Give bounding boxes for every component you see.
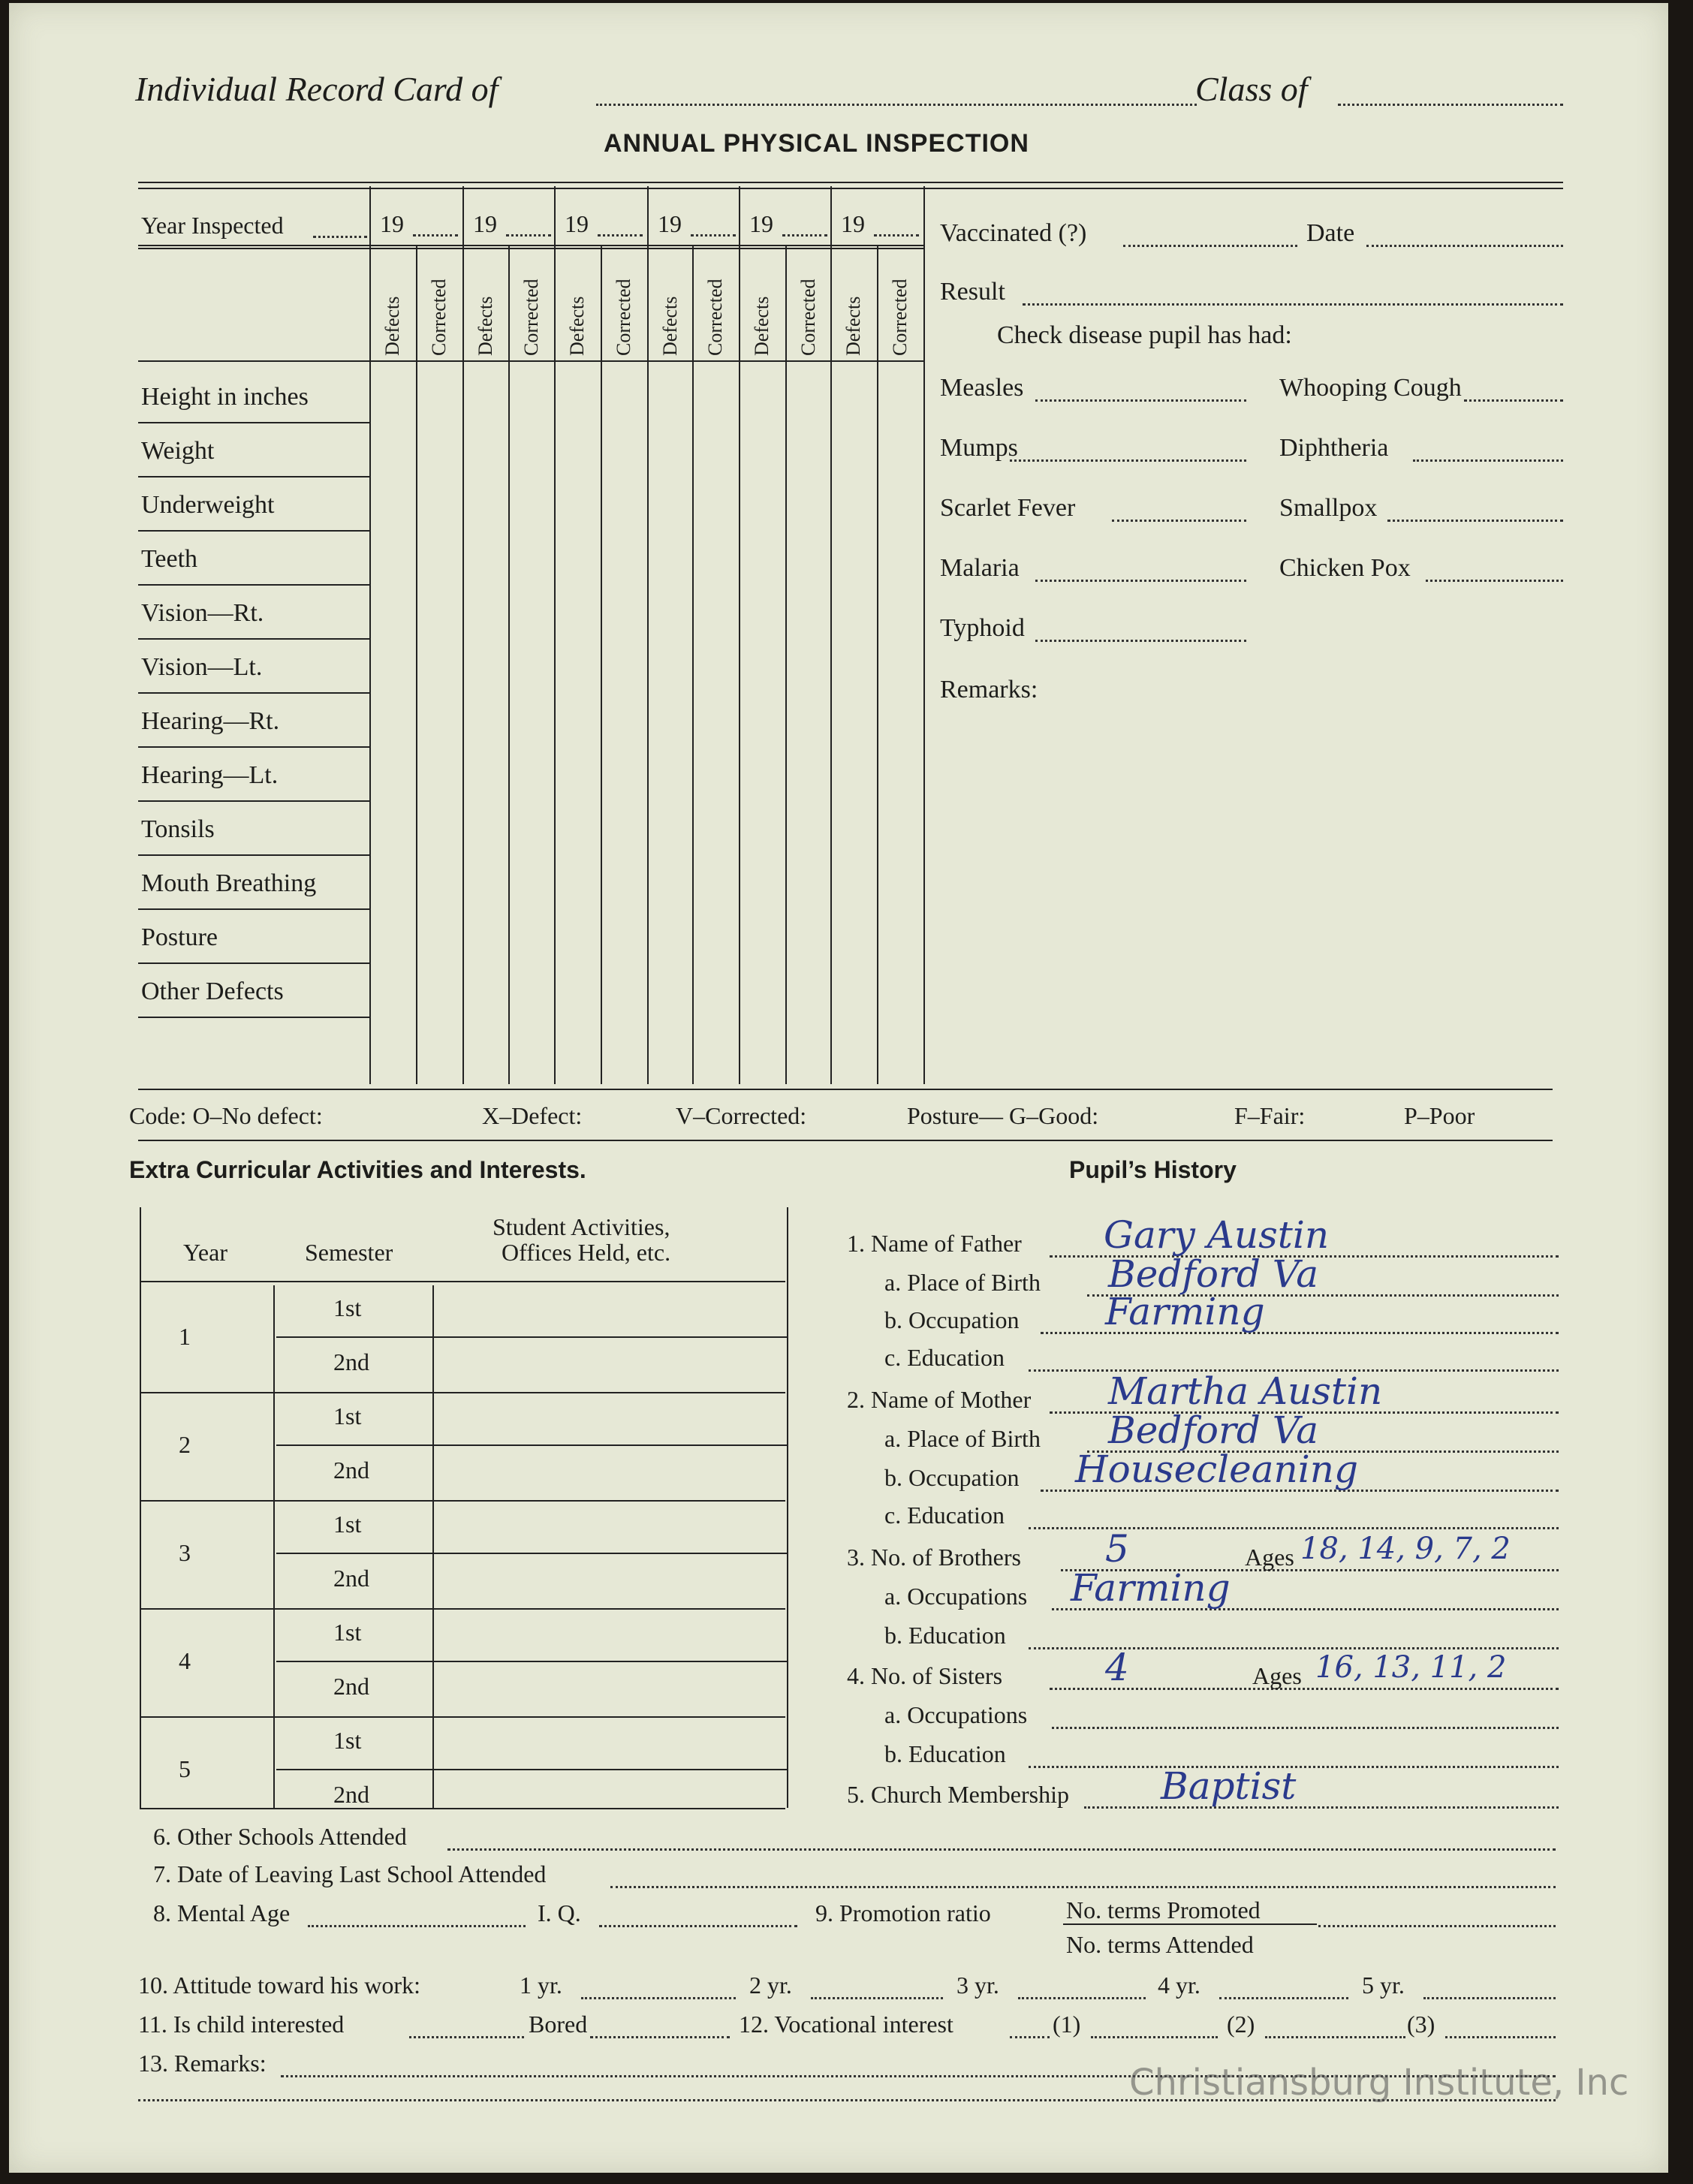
name-blank: [596, 104, 1197, 106]
inspection-row-rule: [138, 530, 369, 532]
mother-label: 2. Name of Mother: [847, 1386, 1032, 1413]
header-rule: [138, 360, 923, 362]
year-row-rule: [138, 245, 923, 246]
inspection-row-rule: [138, 476, 369, 477]
father-birth-label: a. Place of Birth: [884, 1269, 1041, 1296]
history-blank: [1052, 1727, 1559, 1729]
table-column-line: [508, 245, 510, 1084]
table-column-line: [601, 245, 602, 1084]
disease-blank: [1387, 520, 1563, 522]
year-prefix: 19: [658, 210, 682, 237]
disease-right: Chicken Pox: [1279, 554, 1411, 582]
defects-header: Defects: [566, 296, 588, 356]
watermark: Christiansburg Institute, Inc: [1129, 2062, 1629, 2104]
inspection-row-label: Vision—Rt.: [141, 599, 264, 627]
year-row-rule-2: [138, 248, 923, 249]
bottom-yr5: 5 yr.: [1362, 1972, 1405, 1999]
table-column-line: [877, 245, 878, 1084]
sisters-label: 4. No. of Sisters: [847, 1662, 1003, 1689]
bottom-blank: [581, 1997, 737, 1999]
bottom-other_schools: 6. Other Schools Attended: [153, 1823, 407, 1850]
brothers-ages-label: Ages: [1245, 1544, 1294, 1571]
father-occ-value: Farming: [1105, 1290, 1265, 1333]
result-blank: [1023, 303, 1563, 306]
disease-blank: [1464, 399, 1563, 402]
year-blank: [782, 234, 827, 236]
disease-left: Scarlet Fever: [940, 494, 1076, 522]
semester-2nd: 2nd: [333, 1565, 369, 1592]
defects-header: Defects: [474, 296, 496, 356]
year-rule: [140, 1392, 785, 1393]
bottom-blank: [610, 1886, 1556, 1888]
activities-col-line: [432, 1285, 434, 1808]
inspection-row-label: Other Defects: [141, 978, 284, 1005]
year-rule: [140, 1500, 785, 1502]
activity-year: 4: [179, 1647, 191, 1674]
bottom-yr2: 2 yr.: [749, 1972, 792, 1999]
bottom-blank: [1445, 2036, 1556, 2038]
mother-birth-label: a. Place of Birth: [884, 1425, 1041, 1452]
semester-2nd: 2nd: [333, 1457, 369, 1484]
code-posture: Posture— G–Good:: [907, 1102, 1099, 1129]
year-prefix: 19: [380, 210, 404, 237]
bottom-blank: [1091, 2036, 1219, 2038]
bottom-blank: [447, 1848, 1556, 1851]
record-card: [9, 3, 1668, 2173]
inspection-row-rule: [138, 638, 369, 640]
sisters-occ-label: a. Occupations: [884, 1701, 1028, 1728]
inspection-row-rule: [138, 746, 369, 748]
defects-header: Defects: [751, 296, 773, 356]
form-subtitle: ANNUAL PHYSICAL INSPECTION: [604, 129, 1029, 158]
disease-right: Smallpox: [1279, 494, 1378, 522]
defects-header: Defects: [659, 296, 681, 356]
semester-1st: 1st: [333, 1511, 362, 1538]
sisters-ages-label: Ages: [1252, 1662, 1302, 1689]
disease-blank: [1010, 459, 1246, 462]
activity-year: 1: [179, 1323, 191, 1350]
bottom-yr4: 4 yr.: [1158, 1972, 1200, 1999]
table-column-line: [647, 186, 649, 1084]
inspection-row-rule: [138, 584, 369, 586]
disease-blank: [1112, 520, 1246, 522]
bottom-v3: (3): [1407, 2011, 1435, 2038]
mother-edu-label: c. Education: [884, 1502, 1005, 1529]
year-blank: [413, 234, 458, 236]
father-birth-value: Bedford Va: [1108, 1252, 1319, 1296]
ratio-line: [1063, 1923, 1317, 1925]
year-rule: [140, 1608, 785, 1610]
activities-col-line: [273, 1285, 275, 1808]
top-rule: [138, 182, 1563, 183]
semester-1st: 1st: [333, 1619, 362, 1646]
activity-year: 5: [179, 1755, 191, 1782]
year-prefix: 19: [473, 210, 497, 237]
semester-rule: [276, 1661, 787, 1662]
brothers-occ-value: Farming: [1071, 1566, 1231, 1610]
corrected-header: Corrected: [889, 279, 911, 356]
sisters-value: 4: [1105, 1646, 1129, 1689]
brothers-ages-value: 18, 14, 9, 7, 2: [1300, 1532, 1511, 1566]
top-rule-2: [138, 188, 1563, 189]
semester-1st: 1st: [333, 1294, 362, 1321]
table-column-line: [369, 186, 371, 1084]
disease-right: Whooping Cough: [1279, 374, 1462, 402]
inspection-row-rule: [138, 692, 369, 694]
code-rule: [138, 1089, 1553, 1090]
remarks-label: Remarks:: [940, 676, 1038, 703]
disease-left: Measles: [940, 374, 1024, 402]
bottom-blank: [1010, 2036, 1050, 2038]
disease-blank: [1035, 580, 1246, 582]
bottom-blank: [1265, 2036, 1406, 2038]
semester-rule: [276, 1336, 787, 1338]
bottom-bored: Bored: [529, 2011, 588, 2038]
inspection-row-label: Vision—Lt.: [141, 653, 263, 681]
sisters-edu-label: b. Education: [884, 1740, 1006, 1767]
table-column-line: [692, 245, 694, 1084]
inspection-row-rule: [138, 908, 369, 910]
table-column-line: [830, 186, 832, 1084]
bottom-blank: [409, 2036, 525, 2038]
bottom-blank: [1219, 1997, 1349, 1999]
semester-rule: [276, 1769, 787, 1770]
inspection-row-rule: [138, 422, 369, 423]
bottom-v2: (2): [1227, 2011, 1255, 2038]
bottom-blank: [308, 1925, 526, 1927]
table-column-line: [416, 245, 417, 1084]
code-poor: P–Poor: [1404, 1102, 1475, 1129]
promoted-label: No. terms Promoted: [1066, 1896, 1261, 1923]
year-blank: [874, 234, 919, 236]
mother-value: Martha Austin: [1108, 1369, 1383, 1413]
father-occ-label: b. Occupation: [884, 1306, 1020, 1333]
col-year: Year: [183, 1239, 227, 1266]
code-rule-bottom: [138, 1140, 1553, 1141]
brothers-occ-label: a. Occupations: [884, 1583, 1028, 1610]
semester-1st: 1st: [333, 1727, 362, 1754]
date-blank: [1366, 245, 1563, 247]
corrected-header: Corrected: [520, 279, 542, 356]
defects-header: Defects: [381, 296, 403, 356]
col-activities-1: Student Activities,: [493, 1213, 670, 1240]
table-column-line: [554, 186, 556, 1084]
inspection-row-label: Underweight: [141, 491, 275, 519]
inspection-row-label: Tonsils: [141, 815, 215, 843]
activity-year: 2: [179, 1431, 191, 1458]
inspection-row-rule: [138, 854, 369, 856]
col-activities-2: Offices Held, etc.: [502, 1239, 671, 1266]
activities-bottom-rule: [140, 1808, 785, 1809]
class-label: Class of: [1195, 70, 1308, 108]
inspection-row-rule: [138, 800, 369, 802]
code-x: X–Defect:: [482, 1102, 583, 1129]
code-fair: F–Fair:: [1234, 1102, 1306, 1129]
bottom-interested: 11. Is child interested: [138, 2011, 345, 2038]
bottom-iq: I. Q.: [538, 1899, 581, 1926]
date-label: Date: [1306, 219, 1355, 247]
corrected-header: Corrected: [428, 279, 450, 356]
bottom-yr1: 1 yr.: [520, 1972, 562, 1999]
check-disease-label: Check disease pupil has had:: [997, 321, 1292, 349]
inspection-row-rule: [138, 1017, 369, 1018]
inspection-row-rule: [138, 962, 369, 964]
table-column-line: [785, 245, 787, 1084]
semester-2nd: 2nd: [333, 1673, 369, 1700]
year-blank: [691, 234, 736, 236]
bottom-yr3: 3 yr.: [956, 1972, 999, 1999]
disease-left: Typhoid: [940, 614, 1025, 642]
activities-title: Extra Curricular Activities and Interests.: [129, 1156, 586, 1183]
father-label: 1. Name of Father: [847, 1230, 1022, 1257]
disease-right: Diphtheria: [1279, 434, 1389, 462]
year-inspected-label: Year Inspected: [141, 212, 284, 239]
activities-left-border: [140, 1207, 141, 1808]
corrected-header: Corrected: [704, 279, 726, 356]
brothers-edu-label: b. Education: [884, 1622, 1006, 1649]
year-prefix: 19: [841, 210, 865, 237]
year-inspected-blank: [313, 236, 367, 238]
year-blank: [506, 234, 551, 236]
mother-occ-value: Housecleaning: [1075, 1447, 1358, 1491]
church-label: 5. Church Membership: [847, 1781, 1069, 1808]
semester-rule: [276, 1444, 787, 1446]
history-title: Pupil’s History: [1069, 1156, 1237, 1183]
mother-birth-value: Bedford Va: [1108, 1408, 1319, 1452]
class-blank: [1338, 104, 1563, 106]
year-blank: [598, 234, 643, 236]
year-prefix: 19: [565, 210, 589, 237]
code-o: Code: O–No defect:: [129, 1102, 323, 1129]
brothers-value: 5: [1105, 1527, 1129, 1571]
bottom-vocational: 12. Vocational interest: [739, 2011, 953, 2038]
activity-year: 3: [179, 1539, 191, 1566]
history-blank: [1084, 1806, 1559, 1809]
promotion-blank: [1318, 1925, 1556, 1927]
attended-label: No. terms Attended: [1066, 1931, 1254, 1958]
sisters-ages-value: 16, 13, 11, 2: [1315, 1650, 1507, 1685]
bottom-blank: [590, 2036, 731, 2038]
corrected-header: Corrected: [613, 279, 634, 356]
table-column-line: [462, 186, 464, 1084]
bottom-blank: [1423, 1997, 1556, 1999]
table-right-border: [923, 186, 925, 1084]
semester-rule: [276, 1553, 787, 1554]
bottom-blank: [599, 1925, 798, 1927]
bottom-remarks: 13. Remarks:: [138, 2050, 267, 2077]
bottom-blank: [1018, 1997, 1146, 1999]
semester-2nd: 2nd: [333, 1781, 369, 1808]
disease-blank: [1035, 640, 1246, 642]
section-divider: [787, 1207, 788, 1808]
bottom-mental_age: 8. Mental Age: [153, 1899, 291, 1926]
table-column-line: [739, 186, 740, 1084]
disease-blank: [1413, 459, 1563, 462]
inspection-row-label: Teeth: [141, 545, 198, 573]
father-edu-label: c. Education: [884, 1344, 1005, 1371]
disease-blank: [1426, 580, 1563, 582]
code-v: V–Corrected:: [676, 1102, 807, 1129]
bottom-promotion: 9. Promotion ratio: [815, 1899, 991, 1926]
col-semester: Semester: [305, 1239, 393, 1266]
bottom-attitude: 10. Attitude toward his work:: [138, 1972, 420, 1999]
year-rule: [140, 1716, 785, 1718]
result-label: Result: [940, 278, 1005, 306]
record-card-label: Individual Record Card of: [135, 70, 499, 108]
inspection-row-label: Hearing—Lt.: [141, 761, 279, 789]
semester-2nd: 2nd: [333, 1348, 369, 1375]
bottom-date_leaving: 7. Date of Leaving Last School Attended: [153, 1860, 547, 1887]
inspection-row-label: Height in inches: [141, 383, 309, 411]
inspection-row-label: Posture: [141, 923, 218, 951]
brothers-label: 3. No. of Brothers: [847, 1544, 1021, 1571]
bottom-blank: [811, 1997, 944, 1999]
inspection-row-label: Hearing—Rt.: [141, 707, 280, 735]
disease-left: Malaria: [940, 554, 1020, 582]
corrected-header: Corrected: [797, 279, 819, 356]
semester-1st: 1st: [333, 1402, 362, 1429]
inspection-row-label: Weight: [141, 437, 215, 465]
activities-header-rule: [140, 1281, 785, 1282]
father-value: Gary Austin: [1104, 1213, 1330, 1257]
disease-left: Mumps: [940, 434, 1018, 462]
disease-blank: [1035, 399, 1246, 402]
vaccinated-blank: [1123, 245, 1297, 247]
year-prefix: 19: [749, 210, 773, 237]
mother-occ-label: b. Occupation: [884, 1464, 1020, 1491]
defects-header: Defects: [842, 296, 864, 356]
bottom-v1: (1): [1053, 2011, 1081, 2038]
vaccinated-label: Vaccinated (?): [940, 219, 1087, 247]
church-value: Baptist: [1161, 1764, 1297, 1808]
inspection-row-label: Mouth Breathing: [141, 869, 317, 897]
